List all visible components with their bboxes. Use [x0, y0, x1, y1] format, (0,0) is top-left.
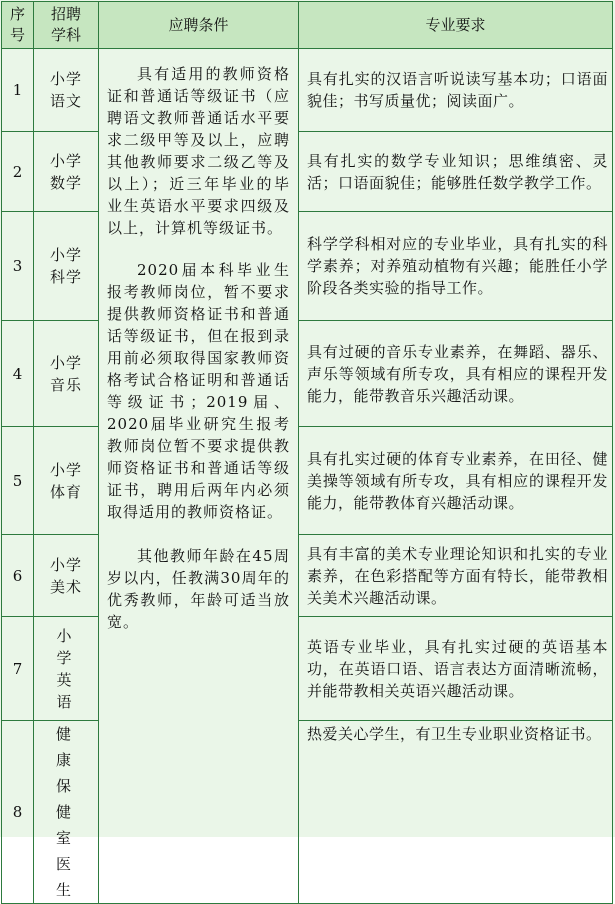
subject-cell: 健康保健室医生: [34, 721, 99, 904]
table-row: [2, 321, 613, 427]
conditions-cell: [99, 49, 299, 904]
table-header-row: [2, 2, 613, 49]
subject-cell: 小学数学: [34, 132, 99, 212]
table-row: [2, 132, 613, 212]
row-number: 6: [2, 535, 34, 617]
row-number: 7: [2, 617, 34, 721]
header-condition: 应聘条件: [99, 2, 299, 49]
requirement-cell: 科学学科相对应的专业毕业，具有扎实的科学素养；对养殖动植物有兴趣；能胜任小学阶段各类实验的指导工作。: [299, 212, 613, 321]
row-number: 5: [2, 427, 34, 535]
header-requirement: 专业要求: [299, 2, 613, 49]
subject-cell: 小学美术: [34, 535, 99, 617]
table-row: [2, 427, 613, 535]
table-row: [2, 49, 613, 132]
row-number: 1: [2, 49, 34, 132]
row-number: 3: [2, 212, 34, 321]
subject-cell: 小学语文: [34, 49, 99, 132]
header-no: 序号: [2, 2, 34, 49]
header-subject: 招聘学科: [34, 2, 99, 49]
condition-paragraph: 其他教师年龄在45周岁以内，任教满30周年的优秀教师，年龄可适当放宽。: [107, 547, 290, 631]
condition-paragraph: 2020届本科毕业生报考教师岗位，暂不要求提供教师资格证书和普通话等级证书，但在报到录用前必须取得国家教师资格考试合格证明和普通话等级证书；2019届、2020届毕业研究生报考教师岗位暂不要求提供教师资格证书和普通话等级证书，聘用后两年内必须取得适用的教师资格证。: [107, 261, 290, 521]
row-number: 2: [2, 132, 34, 212]
table-row: [2, 721, 613, 904]
table-row: [2, 535, 613, 617]
row-number: 4: [2, 321, 34, 427]
requirement-cell: 具有扎实的汉语言听说读写基本功；口语面貌佳；书写质量优；阅读面广。: [299, 49, 613, 132]
subject-cell: 小学科学: [34, 212, 99, 321]
recruitment-table: [1, 1, 613, 904]
requirement-cell: 具有扎实过硬的体育专业素养，在田径、健美操等领域有所专攻，具有相应的课程开发能力，能带教体育兴趣活动课。: [299, 427, 613, 535]
requirement-cell: 具有丰富的美术专业理论知识和扎实的专业素养，在色彩搭配等方面有特长，能带教相关美术兴趣活动课。: [299, 535, 613, 617]
table-row: [2, 617, 613, 721]
requirement-cell: 英语专业毕业，具有扎实过硬的英语基本功，在英语口语、语言表达方面清晰流畅，并能带教相关英语兴趣活动课。: [299, 617, 613, 721]
requirement-cell: 具有扎实的数学专业知识；思维缜密、灵活；口语面貌佳；能够胜任数学教学工作。: [299, 132, 613, 212]
subject-cell: 小学英语: [34, 617, 99, 721]
requirement-cell: 具有过硬的音乐专业素养，在舞蹈、器乐、声乐等领域有所专攻，具有相应的课程开发能力，能带教音乐兴趣活动课。: [299, 321, 613, 427]
table-row: [2, 212, 613, 321]
row-number: 8: [2, 721, 34, 904]
subject-cell: 小学音乐: [34, 321, 99, 427]
requirement-cell: 热爱关心学生，有卫生专业职业资格证书。: [299, 721, 613, 904]
condition-paragraph: 具有适用的教师资格证和普通话等级证书（应聘语文教师普通话水平要求二级甲等及以上，应聘其他教师要求二级乙等及以上）；近三年毕业的毕业生英语水平要求四级及以上，计算机等级证书。: [107, 65, 290, 237]
subject-cell: 小学体育: [34, 427, 99, 535]
